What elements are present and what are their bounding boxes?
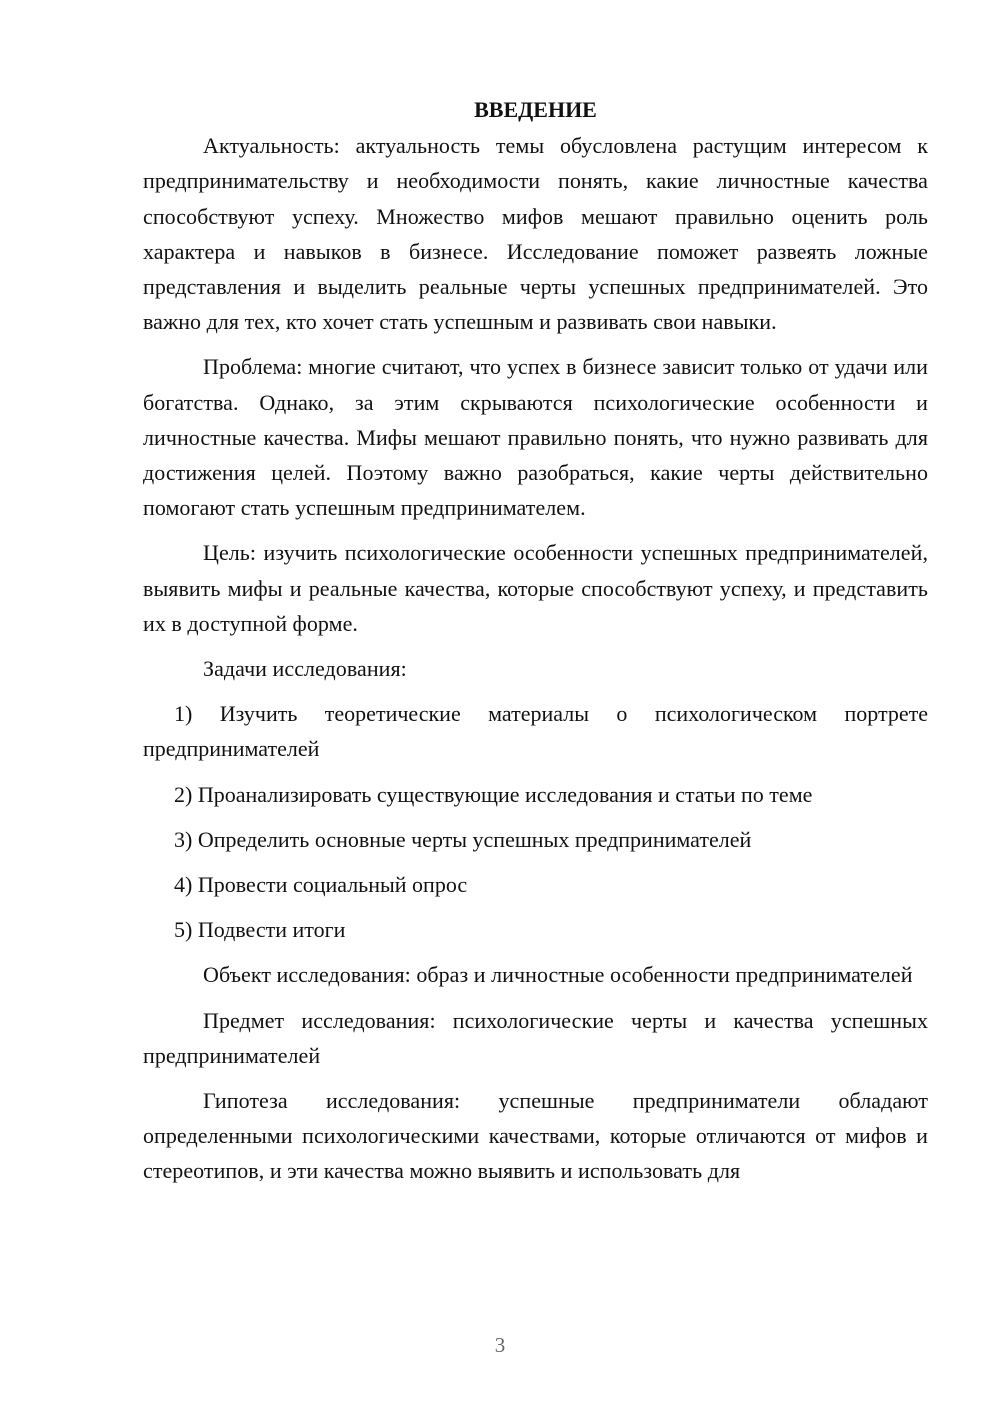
paragraph-object: Объект исследования: образ и личностные особенности предпринимателей [203, 962, 913, 988]
task-item-1: 1) Изучить теоретические материалы о психологическом портрете предпринимателей [143, 701, 928, 762]
task-item-5: 5) Подвести итоги [174, 917, 346, 943]
paragraph-relevance: Актуальность: актуальность темы обусловлена растущим интересом к предпринимательству и необходимости понять, какие личностные качества способствуют успеху. Множество мифов мешают правильно оценить роль характера и навыков в бизнесе. Исследование поможет развеять ложные представления и выделить реальные черты успешных предпринимателей. Это важно для тех, кто хочет стать успешным и развивать свои навыки. [143, 133, 928, 335]
paragraph-problem: Проблема: многие считают, что успех в бизнесе зависит только от удачи или богатства. Однако, за этим скрываются психологические особенности и личностные качества. Мифы мешают правильно понять, что нужно развивать для достижения целей. Поэтому важно разобраться, какие черты действительно помогают стать успешным предпринимателем. [143, 354, 928, 521]
page-body [143, 92, 928, 1199]
task-item-3: 3) Определить основные черты успешных предпринимателей [174, 826, 752, 852]
tasks-heading: Задачи исследования: [203, 656, 407, 682]
paragraph-hypothesis: Гипотеза исследования: успешные предприниматели обладают определенными психологическими качествами, которые отличаются от мифов и стереотипов, и эти качества можно выявить и использовать для [143, 1088, 928, 1184]
task-item-4: 4) Провести социальный опрос [174, 872, 468, 898]
task-item-2: 2) Проанализировать существующие исследования и статьи по теме [174, 781, 813, 807]
page-number: 3 [494, 1333, 506, 1357]
paragraph-goal: Цель: изучить психологические особенности успешных предпринимателей, выявить мифы и реальные качества, которые способствуют успеху, и представить их в доступной форме. [143, 540, 928, 636]
section-title: ВВЕДЕНИЕ [474, 97, 597, 122]
paragraph-subject: Предмет исследования: психологические черты и качества успешных предпринимателей [143, 1007, 928, 1068]
